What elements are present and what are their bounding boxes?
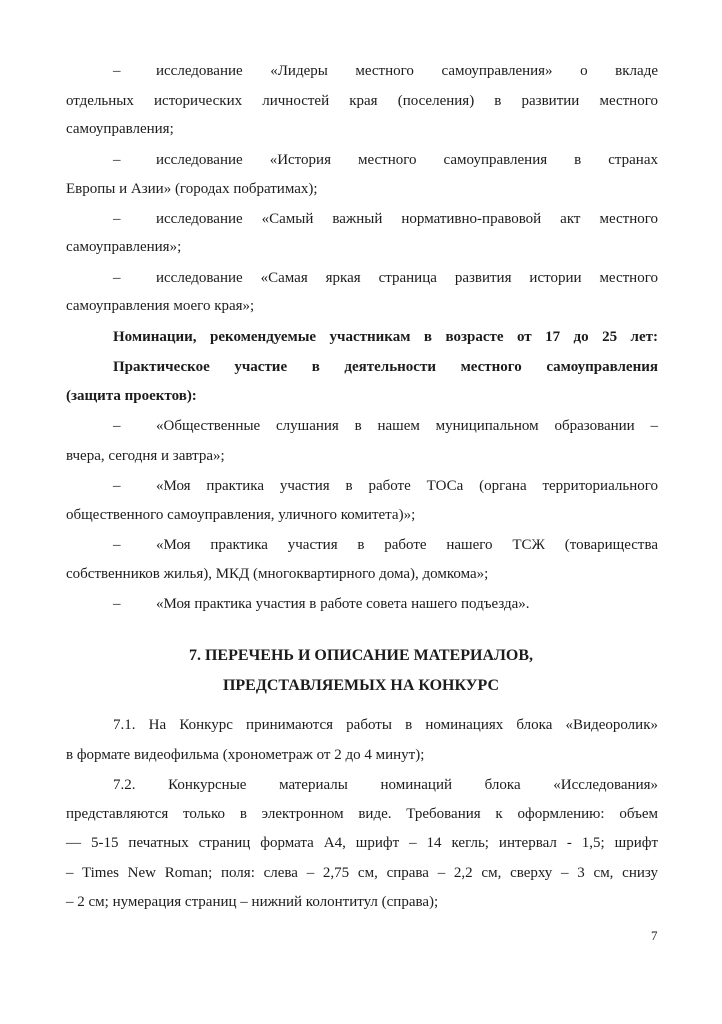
bullet-dash: – bbox=[113, 152, 121, 168]
bullet-dash: – bbox=[113, 537, 121, 553]
para-7-2-line-1: 7.2. Конкурсные материалы номинаций блока «Исследования» bbox=[113, 777, 658, 793]
bullet-practical-1-line-1: «Общественные слушания в нашем муниципальном образовании – bbox=[156, 418, 658, 434]
para-7-1-line-1: 7.1. На Конкурс принимаются работы в номинациях блока «Видеоролик» bbox=[113, 717, 658, 733]
bullet-practical-4-line-1: «Моя практика участия в работе совета нашего подъезда». bbox=[156, 596, 530, 612]
para-7-2-line-3: — 5-15 печатных страниц формата А4, шрифт – 14 кегль; интервал - 1,5; шрифт bbox=[66, 835, 658, 851]
para-7-2-line-2: представляются только в электронном виде. Требования к оформлению: объем bbox=[66, 806, 658, 822]
bullet-research-2-line-1: исследование «История местного самоуправления в странах bbox=[156, 152, 658, 168]
bullet-research-3-line-1: исследование «Самый важный нормативно-правовой акт местного bbox=[156, 211, 658, 227]
bullet-practical-2-line-1: «Моя практика участия в работе ТОСа (органа территориального bbox=[156, 478, 658, 494]
bullet-practical-2-line-2: общественного самоуправления, уличного комитета)»; bbox=[66, 507, 416, 523]
section-heading-line-1: 7. ПЕРЕЧЕНЬ И ОПИСАНИЕ МАТЕРИАЛОВ, bbox=[188, 647, 534, 664]
para-7-1-line-2: в формате видеофильма (хронометраж от 2 до 4 минут); bbox=[66, 747, 425, 763]
bullet-research-1-line-1: исследование «Лидеры местного самоуправления» о вкладе bbox=[156, 63, 658, 79]
nominations-heading: Номинации, рекомендуемые участникам в возрасте от 17 до 25 лет: bbox=[113, 329, 658, 345]
bullet-practical-3-line-1: «Моя практика участия в работе нашего ТСЖ (товарищества bbox=[156, 537, 658, 553]
bullet-dash: – bbox=[113, 270, 121, 286]
bullet-dash: – bbox=[113, 211, 121, 227]
bullet-dash: – bbox=[113, 596, 121, 612]
bullet-practical-3-line-2: собственников жилья), МКД (многоквартирного дома), домкома»; bbox=[66, 566, 489, 582]
bullet-research-4-line-2: самоуправления моего края»; bbox=[66, 298, 255, 314]
bullet-practical-1-line-2: вчера, сегодня и завтра»; bbox=[66, 448, 225, 464]
bullet-dash: – bbox=[113, 418, 121, 434]
bullet-dash: – bbox=[113, 478, 121, 494]
page-number: 7 bbox=[651, 928, 658, 943]
practical-heading-line-1: Практическое участие в деятельности местного самоуправления bbox=[113, 359, 658, 375]
section-heading-line-2: ПРЕДСТАВЛЯЕМЫХ НА КОНКУРС bbox=[222, 677, 500, 694]
bullet-research-1-line-2: отдельных исторических личностей края (поселения) в развитии местного bbox=[66, 93, 658, 109]
para-7-2-line-4: – Times New Roman; поля: слева – 2,75 см, справа – 2,2 см, сверху – 3 см, снизу bbox=[66, 865, 658, 881]
bullet-research-1-line-3: самоуправления; bbox=[66, 121, 174, 137]
bullet-research-2-line-2: Европы и Азии» (городах побратимах); bbox=[66, 181, 318, 197]
para-7-2-line-5: – 2 см; нумерация страниц – нижний колонтитул (справа); bbox=[66, 894, 439, 910]
bullet-dash: – bbox=[113, 63, 121, 79]
practical-heading-line-2: (защита проектов): bbox=[66, 388, 197, 404]
bullet-research-3-line-2: самоуправления»; bbox=[66, 239, 182, 255]
bullet-research-4-line-1: исследование «Самая яркая страница развития истории местного bbox=[156, 270, 658, 286]
